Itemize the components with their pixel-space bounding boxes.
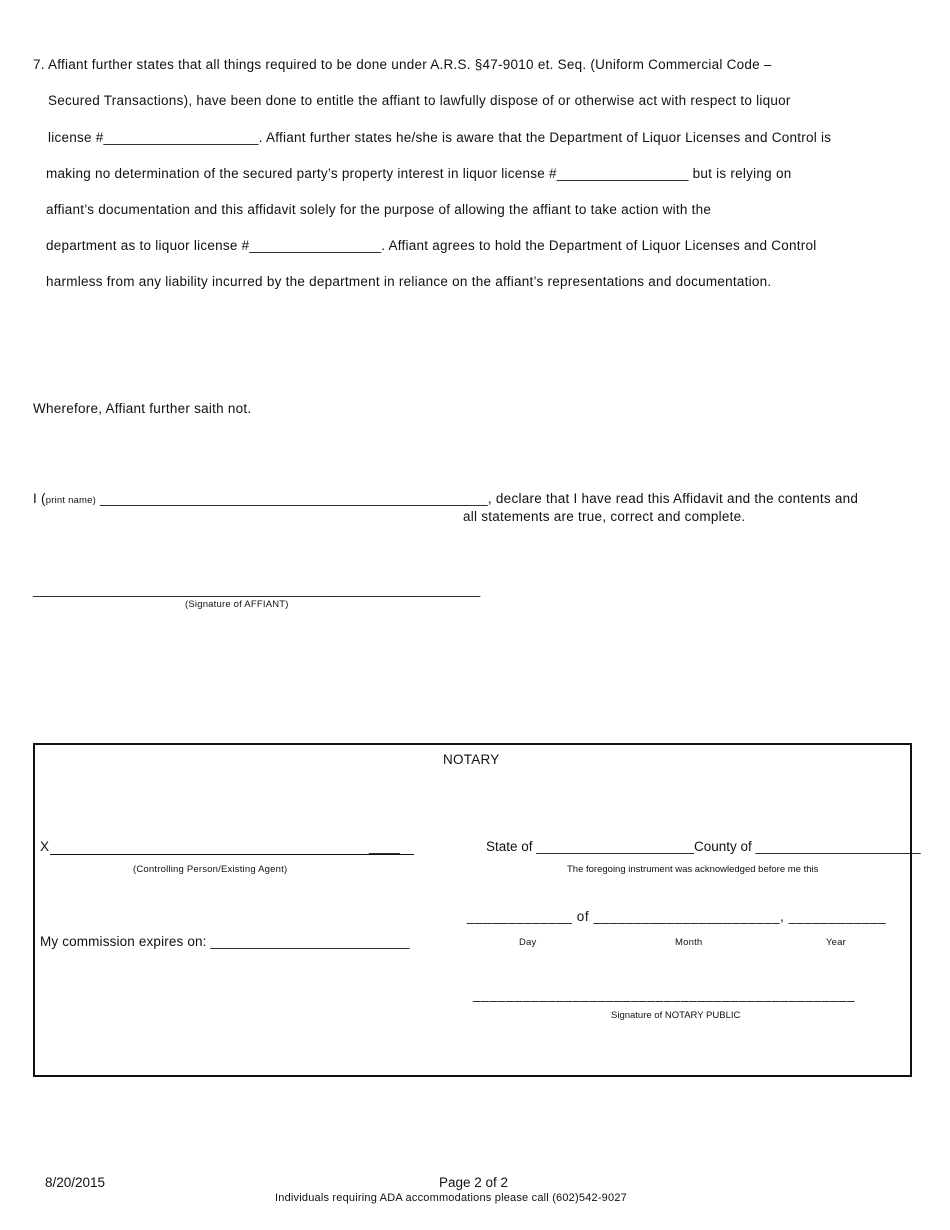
wherefore-statement: Wherefore, Affiant further saith not. xyxy=(33,401,252,416)
declaration-line-1 xyxy=(33,491,858,506)
paragraph-line: making no determination of the secured party’s property interest in liquor license #_________________ but is relying on xyxy=(46,166,792,181)
paragraph-line: harmless from any liability incurred by the department in reliance on the affiant’s representations and documentation. xyxy=(46,274,772,289)
footer-date: 8/20/2015 xyxy=(45,1175,106,1190)
paragraph-line: 7. Affiant further states that all things required to be done under A.R.S. §47-9010 et. Seq. (Uniform Commercial Code – xyxy=(33,57,772,72)
month-label: Month xyxy=(675,937,703,948)
commission-expires-line[interactable]: My commission expires on: __________________________ xyxy=(40,934,410,949)
footer-ada-notice: Individuals requiring ADA accommodations please call (602)542-9027 xyxy=(275,1192,627,1204)
state-county-line[interactable]: State of _____________________County of ______________________ xyxy=(486,839,921,854)
paragraph-line: department as to liquor license #_________________. Affiant agrees to hold the Department of Liquor Licenses and Control xyxy=(46,238,817,253)
declaration-text: , declare that I have read this Affidavit and the contents and xyxy=(487,491,859,506)
controlling-person-signature-line[interactable] xyxy=(50,854,414,855)
affiant-signature-line[interactable]: ______________________________________________________________ xyxy=(33,582,480,597)
notary-title: NOTARY xyxy=(443,752,500,767)
day-label: Day xyxy=(519,937,537,948)
controlling-person-label: (Controlling Person/Existing Agent) xyxy=(133,864,288,875)
paragraph-line: license #____________________. Affiant further states he/she is aware that the Department of Liquor Licenses and Control is xyxy=(48,130,832,145)
notary-x-suffix: ____ xyxy=(369,839,401,854)
year-label: Year xyxy=(826,937,846,948)
notary-signature-label: Signature of NOTARY PUBLIC xyxy=(611,1010,741,1021)
paragraph-line: affiant’s documentation and this affidavit solely for the purpose of allowing the affiant to take action with the xyxy=(46,202,712,217)
paragraph-line: Secured Transactions), have been done to entitle the affiant to lawfully dispose of or otherwise act with respect to liquor xyxy=(48,93,791,108)
declaration-prefix: I ( xyxy=(33,491,46,506)
print-name-label: print name) xyxy=(45,495,96,506)
footer-page-number: Page 2 of 2 xyxy=(439,1175,509,1190)
print-name-field[interactable]: __________________________________________________ xyxy=(100,491,488,506)
acknowledged-text: The foregoing instrument was acknowledged before me this xyxy=(567,864,819,875)
acknowledgment-date-line[interactable]: _____________ of _______________________, ____________ xyxy=(467,909,887,924)
notary-x-mark: X xyxy=(40,839,50,854)
declaration-line-2: all statements are true, correct and complete. xyxy=(463,509,746,524)
notary-signature-line[interactable]: ______________________________________________ xyxy=(473,987,856,1002)
affiant-signature-label: (Signature of AFFIANT) xyxy=(185,599,289,610)
